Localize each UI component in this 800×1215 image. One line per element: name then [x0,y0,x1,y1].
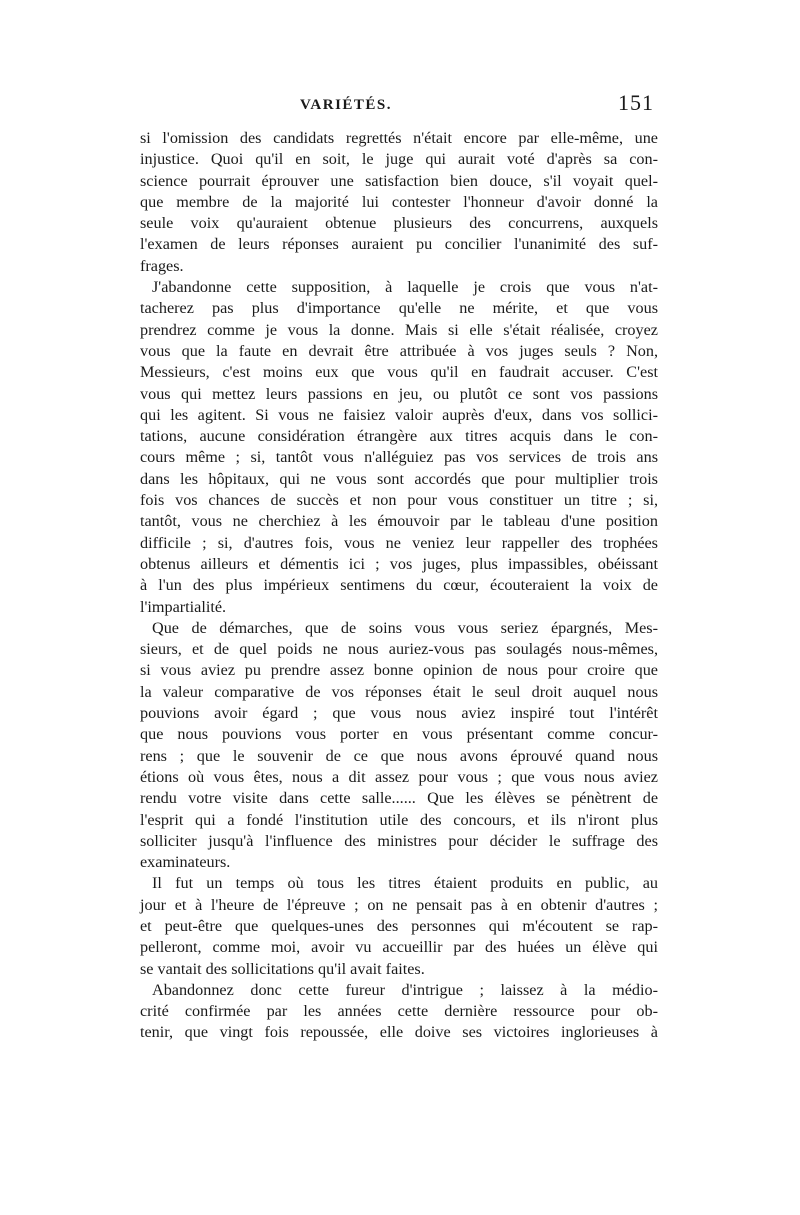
text-line: Que de démarches, que de soins vous vous seriez épargnés, Mes- [152,618,658,637]
text-line: à l'un des plus impérieux sentimens du cœur, écouteraient la voix de [140,576,658,595]
text-line: jour et à l'heure de l'épreuve ; on ne pensait pas à en obtenir d'autres ; [140,895,658,914]
text-line: science pourrait éprouver une satisfaction bien douce, s'il voyait quel- [140,171,658,190]
text-line: l'impartialité. [140,597,227,616]
text-line: la valeur comparative de vos réponses était le seul droit auquel nous [140,682,658,701]
text-line: si l'omission des candidats regrettés n'était encore par elle-même, une [140,129,658,147]
text-line: tantôt, vous ne cherchiez à les émouvoir par le tableau d'une position [140,512,658,531]
text-line: rens ; que le souvenir de ce que nous avons éprouvé quand nous [140,746,658,765]
text-line: fois vos chances de succès et non pour vous constituer un titre ; si, [140,491,658,510]
text-line: l'esprit qui a fondé l'institution utile des concours, et ils n'iront plus [140,810,658,829]
text-line: Abandonnez donc cette fureur d'intrigue ; laissez à la médio- [152,980,658,999]
text-line: J'abandonne cette supposition, à laquelle je crois que vous n'at- [152,278,658,297]
text-line: solliciter jusqu'à l'influence des ministres pour décider le suffrage des [140,831,658,850]
text-line: tenir, que vingt fois repoussée, elle doive ses victoires inglorieuses à [140,1023,658,1042]
text-line: pelleront, comme moi, avoir vu accueillir par des huées un élève qui [140,938,658,957]
text-line: Messieurs, c'est moins eux que vous qu'il en faudrait accuser. C'est [140,363,658,382]
text-line: dans les hôpitaux, qui ne vous sont accordés que pour multiplier trois [140,469,658,488]
text-line: crité confirmée par les années cette dernière ressource pour ob- [140,1002,658,1021]
text-line: seule voix qu'auraient obtenue plusieurs des concurrens, auxquels [140,214,658,233]
text-line: frages. [140,256,184,275]
text-line: tations, aucune considération étrangère aux titres acquis dans le con- [140,427,658,446]
text-line: que nous pouvions vous porter en vous présentant comme concur- [140,725,658,744]
text-line: difficile ; si, d'autres fois, vous ne veniez leur rappeller des trophées [140,533,658,552]
text-line: tacherez pas plus d'importance qu'elle ne mérite, et que vous [140,299,658,318]
text-line: et peut-être que quelques-unes des personnes qui m'écoutent se rap- [140,916,658,935]
text-line: qui les agitent. Si vous ne faisiez valoir auprès d'eux, dans vos sollici- [140,405,658,424]
text-line: que membre de la majorité lui contester l'honneur d'avoir donné la [140,192,658,211]
text-line: obtenus ailleurs et démentis ici ; vos juges, plus impassibles, obéissant [140,554,658,573]
text-line: si vous aviez pu prendre assez bonne opinion de nous pour croire que [140,661,658,680]
text-line: Il fut un temps où tous les titres étaient produits en public, au [152,874,658,893]
text-line: pouvions avoir égard ; que vous nous aviez inspiré tout l'intérêt [140,704,658,723]
text-line: vous que la faute en devrait être attribuée à vos juges seuls ? Non, [140,341,658,360]
text-line: prendrez comme je vous la donne. Mais si elle s'était réalisée, croyez [140,320,658,339]
text-line: vous qui mettez leurs passions en jeu, ou plutôt ce sont vos passions [140,384,658,403]
text-line: examinateurs. [140,853,231,872]
text-line: se vantait des sollicitations qu'il avait faites. [140,959,425,978]
text-line: étions où vous êtes, nous a dit assez pour vous ; que vous nous aviez [140,767,658,786]
body-text [140,128,658,1044]
text-line: l'examen de leurs réponses auraient pu concilier l'unanimité des suf- [140,235,658,254]
running-head: VARIÉTÉS. [300,97,393,113]
text-line: injustice. Quoi qu'il en soit, le juge qui aurait voté d'après sa con- [140,150,658,169]
text-line: cours même ; si, tantôt vous n'alléguiez pas vos services de trois ans [140,448,658,467]
text-line: sieurs, et de quel poids ne nous auriez-vous pas soulagés nous-mêmes, [140,640,658,659]
text-line: rendu votre visite dans cette salle...... Que les élèves se pénètrent de [140,789,658,808]
page-number: 151 [618,90,654,115]
